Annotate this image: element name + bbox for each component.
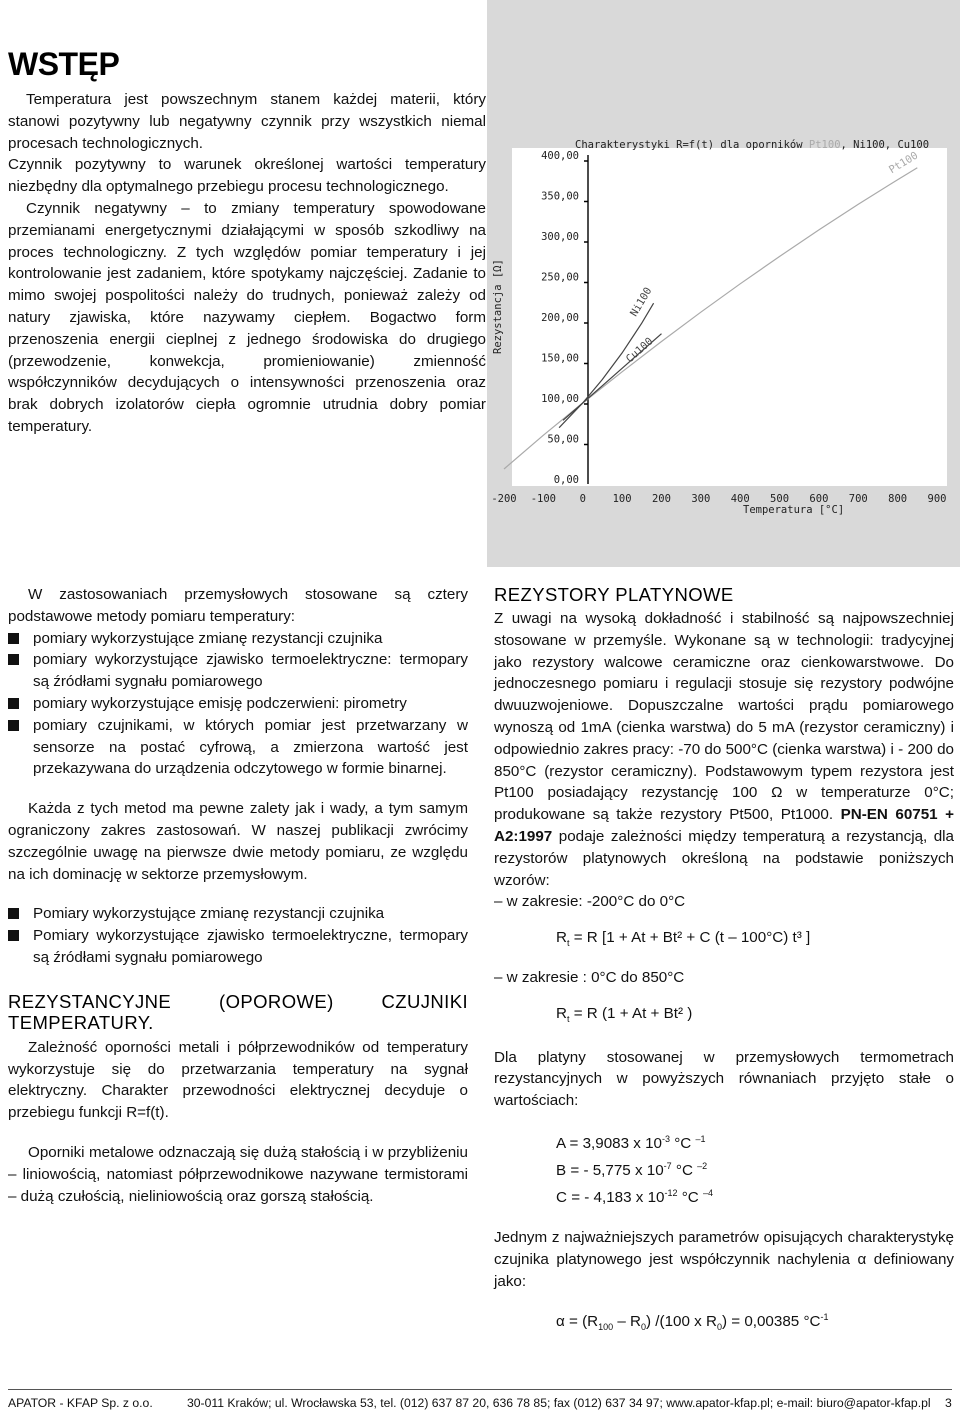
chart-title: Charakterystyki R=f(t) dla oporników Pt100, Ni100, Cu100 [575,139,930,151]
resistance-chart [487,0,960,567]
page-title: WSTĘP [8,46,120,82]
constant-b: B = - 5,775 x $10^{-7}$ °C $^{-2}$ [556,1161,708,1180]
series-label-cu100: Cu100 [623,335,656,366]
methods-list [8,628,468,781]
constant-a: A = 3,9083 x $10^{-3}$ °C $^{-1}$ [556,1134,706,1153]
right-column [494,584,954,1338]
methods-note: Każda z tych metod ma pewne zalety jak i wady, a tym samym ograniczony zakres zastosowań. W naszej publikacji zwrócimy szczególnie uwagę na pierwsze dwie metody pomiaru, ze względu na ich dominację w sektorze przemysłowym. [8,800,468,883]
x-tick-label: -200 [491,493,517,505]
y-tick-label: 100,00 [541,393,579,405]
intro-text [8,89,486,438]
constants-intro: Dla platyny stosowanej w przemysłowych termometrach rezystancyjnych w powyższych równaniach przyjęto stałe o wartościach: [494,1048,954,1110]
methods-intro: W zastosowaniach przemysłowych stosowane są cztery podstawowe metody pomiaru temperatury: [8,586,468,625]
y-tick-label: 400,00 [541,150,579,162]
y-tick-label: 50,00 [547,433,579,446]
footer-divider [8,1389,952,1390]
footer-company: APATOR - KFAP Sp. z o.o. [8,1396,153,1410]
list-item: pomiary czujnikami, w których pomiar jest przetwarzany w sensorze na postać cyfrową, a zmierzona wartość jest przekazywana do urządzenia odczytowego w formie binarnej. [8,715,468,780]
resistance-chart-panel [487,0,960,567]
standard-reference: PN-EN 60751 + A2:1997 [494,806,955,845]
y-tick-label: 200,00 [541,312,579,324]
alpha-intro: Jednym z najważniejszych parametrów opisujących charakterystykę czujnika platynowego jest współczynnik nachylenia α definiowany jako: [494,1229,954,1290]
formula-high-range: $R_t = R$ (1 + At + Bt² ) [556,1004,693,1024]
list-item: pomiary wykorzystujące zjawisko termoelektryczne: termopary są źródłami sygnału pomiarowego [8,649,468,693]
x-tick-label: 200 [651,493,671,505]
constants-list [494,1128,954,1209]
x-tick-label: 700 [848,493,868,505]
y-tick-label: 250,00 [541,271,579,284]
platinum-heading: REZYSTORY PLATYNOWE [494,584,734,605]
x-tick-label: 500 [770,493,790,505]
series-label-ni100: Ni100 [628,285,655,319]
x-tick-label: 800 [888,493,908,505]
range-label: – w zakresie : 0°C do 850°C [494,968,685,986]
intro-paragraph: Temperatura jest powszechnym stanem każdej materii, który stanowi pozytywny lub negatywny czynnik przy wszystkich niemal procesach technologicznych. [8,91,486,152]
resistive-paragraph: Zależność oporności metali i półprzewodników od temperatury wykorzystuje się do przetwarzania temperatury na sygnał elektryczny. Charakter przewodności elektrycznej decyduje o przebiegu funkcji R=f(t). [8,1038,468,1122]
list-item: Pomiary wykorzystujące zmianę rezystancji czujnika [8,903,468,925]
list-item: pomiary wykorzystujące emisję podczerwieni: pirometry [8,693,468,715]
formula-low-range: $R_t = R$ [1 + At + Bt² + C (t – 100°C) t³ ] [556,929,811,949]
x-tick-label: 0 [579,493,586,505]
focus-methods-list [8,903,468,968]
x-axis-label: Temperatura [°C] [743,504,845,516]
resistive-sensors-heading: REZYSTANCYJNE (OPOROWE) CZUJNIKI TEMPERATURY. [8,990,468,1033]
x-tick-label: 900 [927,493,947,505]
page-number: 3 [945,1396,952,1410]
series-label-pt100: Pt100 [886,149,921,177]
list-item: Pomiary wykorzystujące zjawisko termoelektryczne, termopary są źródłami sygnału pomiarowego [8,925,468,969]
intro-paragraph: Czynnik pozytywny to warunek określonej wartości temperatury niezbędny dla optymalnego przebiegu procesu technologicznego. [8,156,486,196]
x-tick-label: 400 [730,493,750,505]
alpha-formula: $\alpha = (R_{100} - R_0)$ /(100 x $R_0) = 0,00385$ $^\circ C^{-1}$ [556,1311,829,1332]
range-label: – w zakresie: -200°C do 0°C [494,893,686,911]
x-tick-label: 100 [612,493,632,505]
x-tick-label: 600 [809,493,829,505]
left-column [8,584,468,1207]
y-tick-label: 150,00 [541,352,579,365]
list-item: pomiary wykorzystujące zmianę rezystancji czujnika [8,628,468,650]
platinum-paragraph: Z uwagi na wysoką dokładność i stabilność są najpowszechniej stosowane w przemyśle. Wykonane są w technologii: tradycyjnej jako rezystory walcowe ceramiczne oraz cienkowarstwowe. Do jednoczesnego pomiaru i regulacji stosuje się rezystory podwójne dwuuzwojeniowe. Dopuszczalne wartości prądu pomiarowego wynoszą od 1mA (cienka warstwa) do 5 mA (rezystor ceramiczny) i odpowiednio zakres pracy: -70 do 500°C (cienka warstwa) i - 200 do 850°C (rezystor ceramiczny). Podstawowym typem rezystora jest Pt100 posiadający rezystancję 100 Ω w temperaturze 0°C; produkowane są także rezystory Pt500, Pt1000. PN-EN 60751 + A2:1997 podaje zależności między temperaturą a rezystancją, dla rezystorów platynowych określoną na podstawie poniższych wzorów: [494,610,955,889]
x-tick-label: -100 [530,493,557,505]
y-tick-label: 350,00 [541,190,579,203]
y-axis-label: Rezystancja [Ω] [492,259,504,354]
resistive-paragraph: Oporniki metalowe odznaczają się dużą stałością i w przybliżeniu – liniowością, natomiast półprzewodnikowe nazywane termistorami – dużą czułością, nieliniowością oraz gorszą stałością. [8,1143,468,1205]
y-tick-label: 0,00 [553,474,579,486]
intro-paragraph: Czynnik negatywny – to zmiany temperatury spowodowane przemianami energetycznymi działającymi w sposób szkodliwy na proces technologiczny. Z tych względów pomiar temperatury i jej kontrolowanie jest zadaniem, które spotykamy najczęściej. Zadanie to mimo swojej pospolitości należy do trudnych, ponieważ zależy od natury zjawiska, które nazywamy ciepłem. Bogactwo form przenoszenia energii cieplnej z jednego środowiska do drugiego (przewodzenie, konwekcja, promieniowanie) zmienność współczynników decydujących o intensywności przenoszenia oraz brak dobrych izolatorów ciepła ogromnie utrudnia dobry pomiar temperatury. [8,199,486,435]
y-tick-label: 300,00 [541,231,579,243]
footer-address: 30-011 Kraków; ul. Wrocławska 53, tel. (012) 637 87 20, 636 78 85; fax (012) 637 34 97; www.apator-kfap.pl; e-mail: biuro@apator-kfap.pl [187,1396,931,1410]
x-tick-label: 300 [691,493,711,505]
constant-c: C = - 4,183 x $10^{-12}$ °C $^{-4}$ [556,1188,714,1207]
